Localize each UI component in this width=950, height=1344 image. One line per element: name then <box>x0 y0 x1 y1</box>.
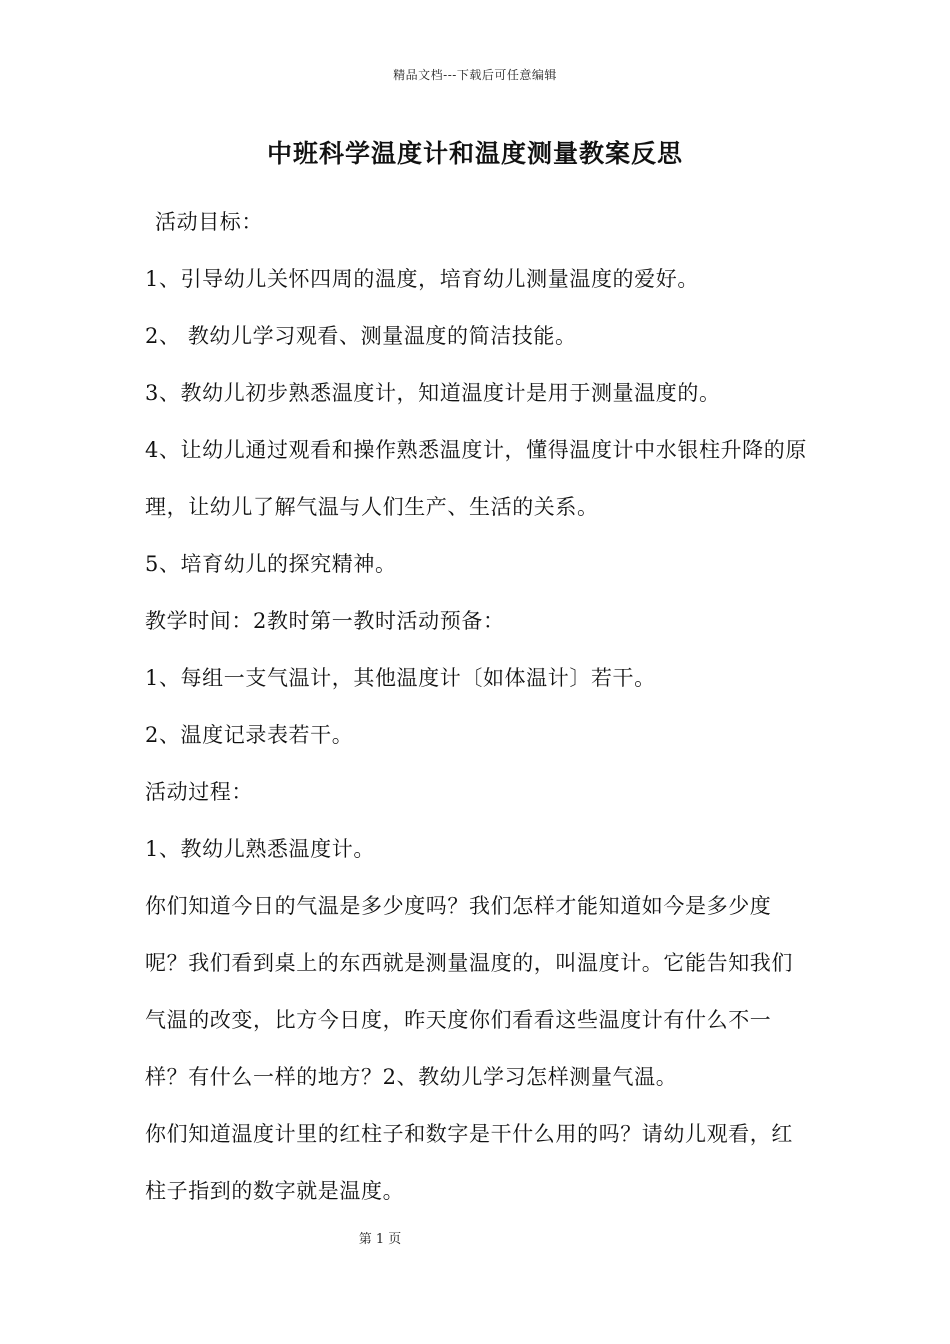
process-paragraph-2: 你们知道温度计里的红柱子和数字是干什么用的吗？请幼儿观看，红柱子指到的数字就是温度。 <box>145 1122 793 1203</box>
goal-item-5: 5、培育幼儿的探究精神。 <box>145 552 397 576</box>
goal-item-4: 4、让幼儿通过观看和操作熟悉温度计，懂得温度计中水银柱升降的原理，让幼儿了解气温与人们生产、生活的关系。 <box>145 438 807 519</box>
section-heading-process: 活动过程： <box>145 780 253 804</box>
document-title: 中班科学温度计和温度测量教案反思 <box>266 139 683 168</box>
process-step-1: 1、教幼儿熟悉温度计。 <box>145 837 375 861</box>
goal-item-2: 2、 教幼儿学习观看、测量温度的简洁技能。 <box>145 324 577 348</box>
teaching-time: 教学时间：2教时第一教时活动预备： <box>145 609 505 633</box>
goal-item-3: 3、教幼儿初步熟悉温度计，知道温度计是用于测量温度的。 <box>145 381 721 405</box>
document-body <box>145 194 810 1220</box>
page-number: 第 1 页 <box>358 1232 402 1247</box>
page-header: 精品文档---下载后可任意编辑 <box>393 68 557 82</box>
process-paragraph-1: 你们知道今日的气温是多少度吗？我们怎样才能知道如今是多少度呢？我们看到桌上的东西就是测量温度的，叫温度计。它能告知我们气温的改变，比方今日度，昨天度你们看看这些温度计有什么不一样？有什么一样的地方？2、教幼儿学习怎样测量气温。 <box>145 894 793 1089</box>
prep-item-1: 1、每组一支气温计，其他温度计〔如体温计〕若干。 <box>145 666 656 690</box>
prep-item-2: 2、温度记录表若干。 <box>145 723 354 747</box>
section-heading-goals: 活动目标： <box>155 210 263 234</box>
goal-item-1: 1、引导幼儿关怀四周的温度，培育幼儿测量温度的爱好。 <box>145 267 699 291</box>
